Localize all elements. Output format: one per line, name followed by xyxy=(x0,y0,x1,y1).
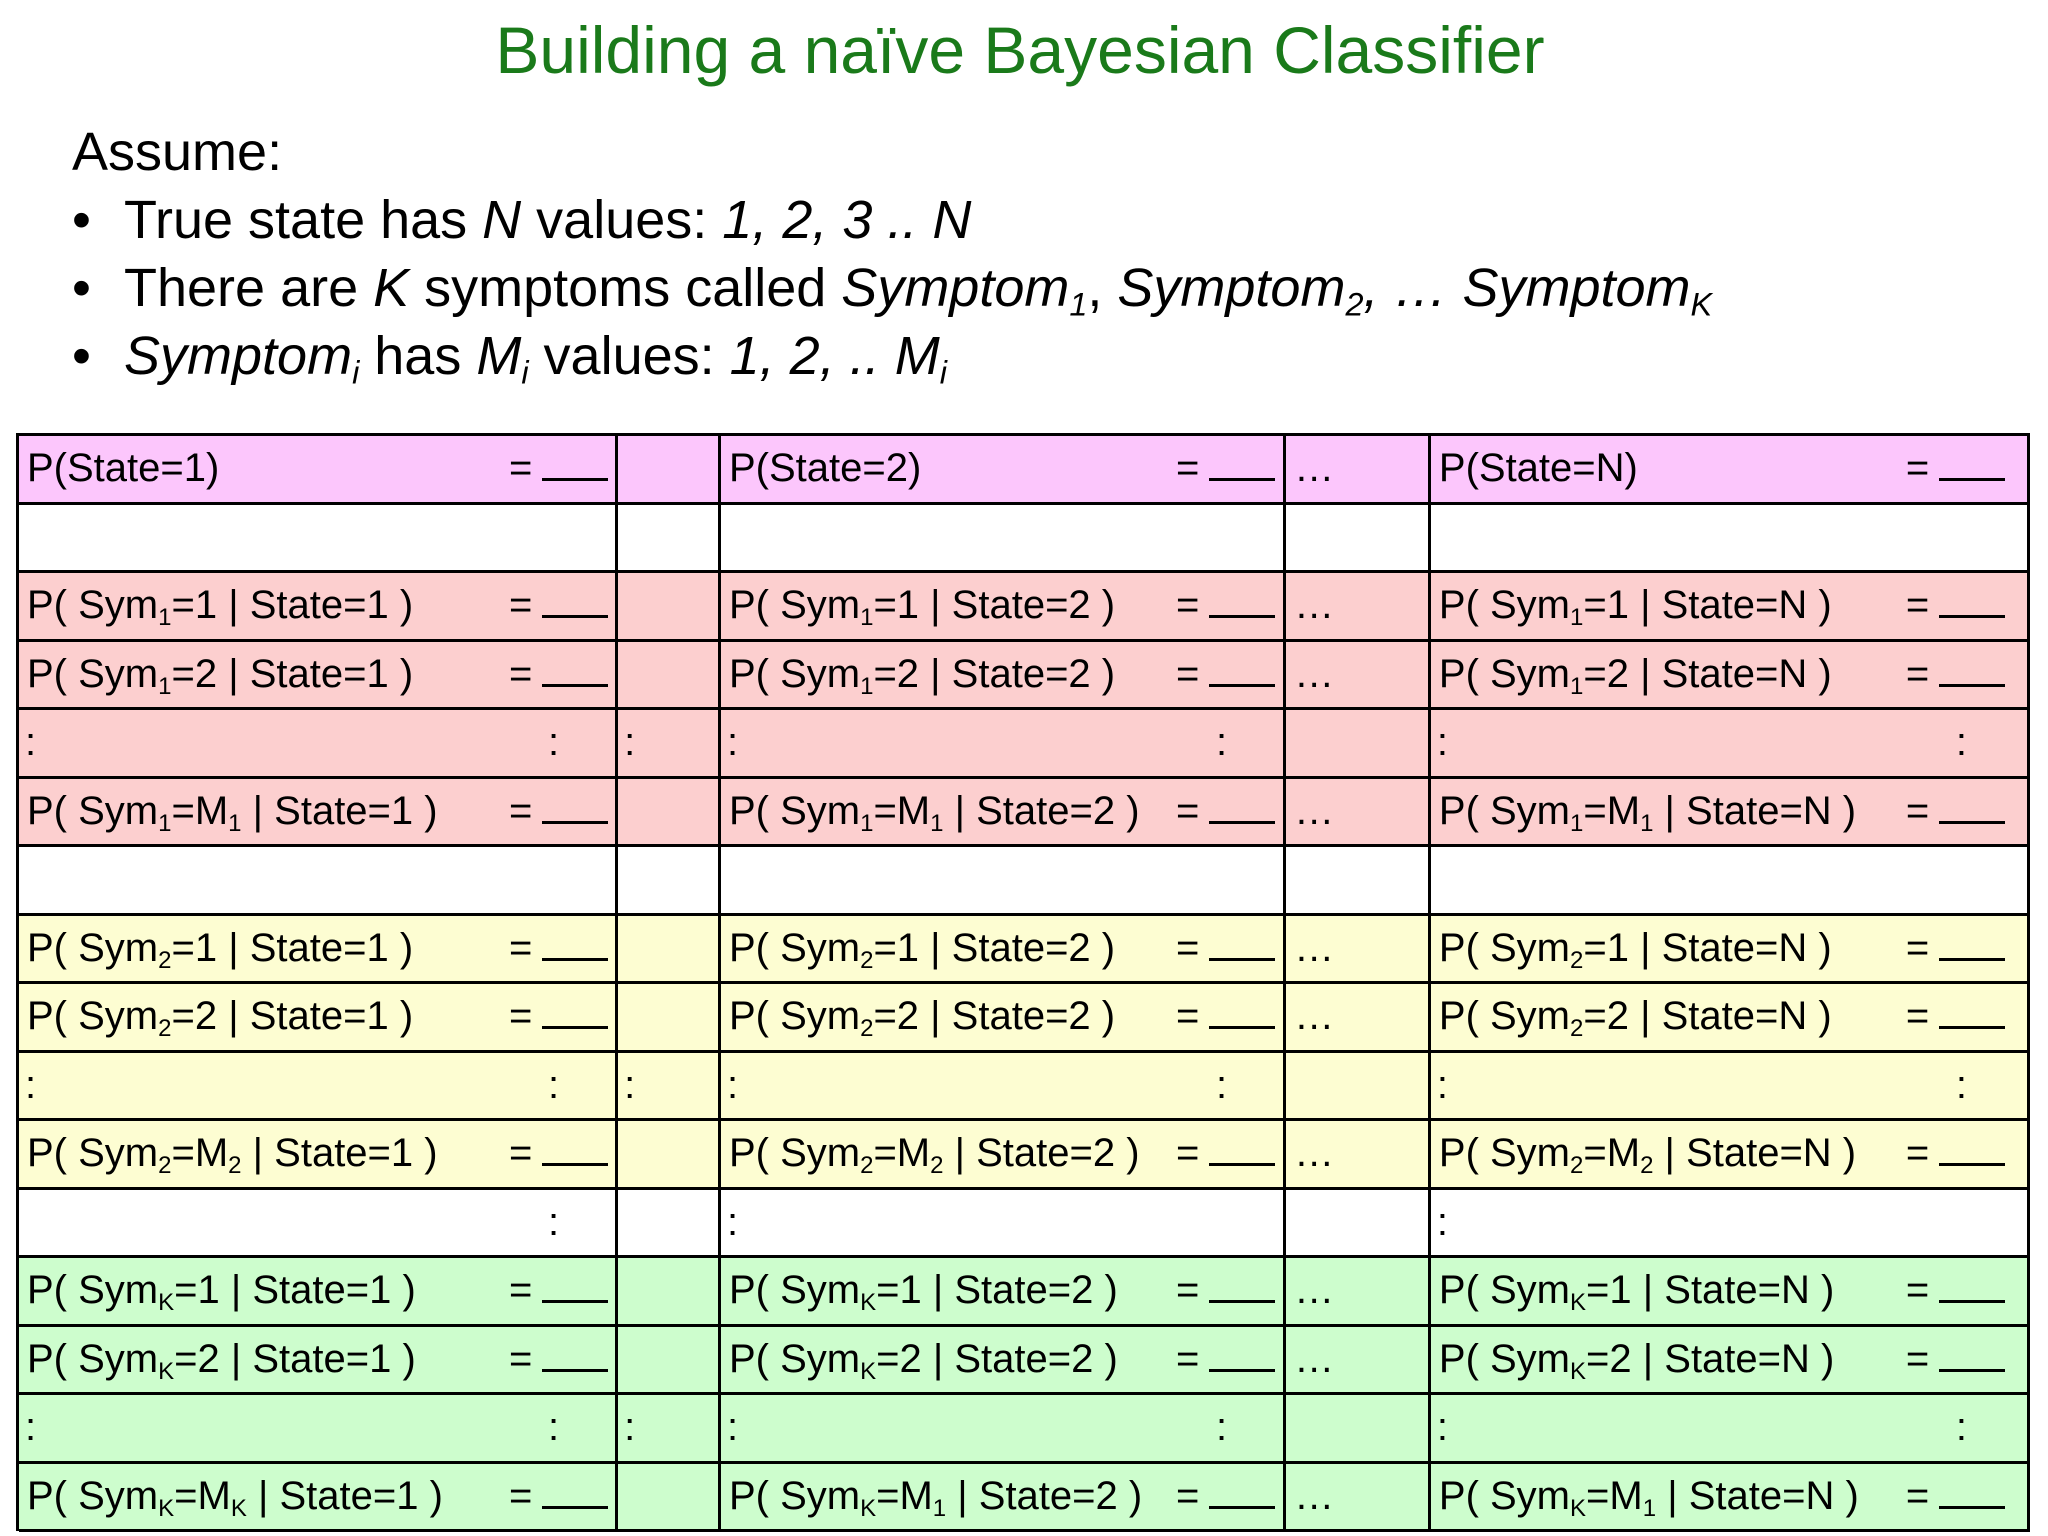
table-cell xyxy=(618,1258,721,1327)
answer-blank[interactable] xyxy=(1209,928,1275,961)
colon: : xyxy=(25,1062,37,1107)
ellipsis: … xyxy=(1294,788,1337,833)
answer-blank[interactable] xyxy=(542,1270,608,1303)
equals-blank: = xyxy=(1176,583,1275,628)
table-cell xyxy=(1431,1464,2030,1533)
table-cell xyxy=(618,1327,721,1396)
equals-blank: = xyxy=(1906,446,2005,491)
equals-blank: = xyxy=(509,926,608,971)
answer-blank[interactable] xyxy=(1939,996,2005,1029)
bullet-values: • Symptom$_i$ has $M_i$ values: 1, 2, .. $M_i$ xyxy=(72,322,1712,390)
equals-blank: = xyxy=(509,789,608,834)
answer-blank[interactable] xyxy=(1939,1270,2005,1303)
table-row xyxy=(19,1190,2030,1259)
answer-blank[interactable] xyxy=(1209,1133,1275,1166)
colon: : xyxy=(624,720,636,765)
subscript: 1 xyxy=(1640,809,1654,837)
table-cell xyxy=(1431,505,2030,574)
subscript: K xyxy=(860,1357,877,1385)
prior-label: P(State=N) xyxy=(1438,446,1638,491)
table-cell xyxy=(19,573,618,642)
subscript: K xyxy=(1570,1289,1587,1317)
subscript: 2 xyxy=(1570,946,1584,974)
equals-blank: = xyxy=(509,1131,608,1176)
probability-label: P( $Sym_K=M_1$ | State=N ) xyxy=(1438,1473,1859,1522)
table-cell xyxy=(1431,642,2030,711)
probability-label: P( $Sym_1=M_1$ | State=N ) xyxy=(1438,788,1857,837)
ellipsis: … xyxy=(1294,651,1337,696)
table-cell xyxy=(1431,1121,2030,1190)
colon: : xyxy=(1215,720,1228,765)
table-row xyxy=(19,1395,2030,1464)
table-cell xyxy=(721,436,1286,505)
table-cell xyxy=(618,984,721,1053)
table-cell xyxy=(618,779,721,848)
table-cell xyxy=(1431,779,2030,848)
equals-blank: = xyxy=(509,446,608,491)
table-cell xyxy=(618,436,721,505)
table-cell xyxy=(1286,847,1431,916)
colon: : xyxy=(1955,720,1967,765)
table-row xyxy=(19,642,2030,711)
subscript: 1 xyxy=(158,809,172,837)
equals-blank: = xyxy=(1176,1131,1275,1176)
table-cell xyxy=(721,1053,1286,1122)
colon: : xyxy=(1955,1062,1967,1107)
answer-blank[interactable] xyxy=(1939,791,2005,824)
subscript: 1 xyxy=(1570,604,1584,632)
assumptions xyxy=(72,118,1712,390)
equals-blank: = xyxy=(1906,1131,2005,1176)
subscript: 2 xyxy=(930,1152,944,1180)
bullet-dot: • xyxy=(72,190,91,250)
bullet-dot: • xyxy=(72,326,91,386)
probability-label: P( Sym$_K$=2 | State=1 ) xyxy=(27,1336,416,1385)
table-cell xyxy=(19,1464,618,1533)
ellipsis: … xyxy=(1294,1336,1337,1381)
subscript: K xyxy=(230,1494,247,1522)
table-cell xyxy=(19,436,618,505)
ellipsis: … xyxy=(1294,446,1337,491)
answer-blank[interactable] xyxy=(542,1339,608,1372)
answer-blank[interactable] xyxy=(542,996,608,1029)
prior-label: P(State=1) xyxy=(27,446,220,491)
subscript: K xyxy=(1570,1357,1587,1385)
colon: : xyxy=(726,720,739,765)
colon: : xyxy=(726,1405,739,1450)
colon: : xyxy=(547,1199,560,1244)
ellipsis: … xyxy=(1294,994,1337,1039)
answer-blank[interactable] xyxy=(542,585,608,618)
table-cell xyxy=(618,847,721,916)
probability-label: P( Sym$_1$=1 | State=N ) xyxy=(1438,583,1832,632)
table-row xyxy=(19,1327,2030,1396)
answer-blank[interactable] xyxy=(1209,996,1275,1029)
answer-blank[interactable] xyxy=(1209,1270,1275,1303)
answer-blank[interactable] xyxy=(1939,585,2005,618)
subscript: 1 xyxy=(1570,809,1584,837)
equals-blank: = xyxy=(1906,1474,2005,1519)
table-row xyxy=(19,1121,2030,1190)
equals-blank: = xyxy=(1906,926,2005,971)
answer-blank[interactable] xyxy=(1939,654,2005,687)
table-cell xyxy=(1286,710,1431,779)
subscript: 1 xyxy=(1642,1494,1657,1522)
table-cell xyxy=(721,505,1286,574)
colon: : xyxy=(726,1062,739,1107)
answer-blank[interactable] xyxy=(542,448,608,481)
probability-table xyxy=(16,433,2030,1531)
table-cell xyxy=(618,1464,721,1533)
table-cell xyxy=(19,505,618,574)
probability-label: P( Sym$_K$=1 | State=1 ) xyxy=(27,1268,416,1317)
table-cell xyxy=(1431,1258,2030,1327)
colon: : xyxy=(624,1405,636,1450)
table-row xyxy=(19,779,2030,848)
colon: : xyxy=(1436,720,1449,765)
equals-blank: = xyxy=(1176,789,1275,834)
probability-label: P( Sym$_2$=1 | State=1 ) xyxy=(27,925,414,974)
table-cell xyxy=(618,505,721,574)
table-cell xyxy=(19,710,618,779)
table-cell xyxy=(721,847,1286,916)
colon: : xyxy=(1436,1405,1449,1450)
table-row xyxy=(19,1053,2030,1122)
table-cell xyxy=(618,573,721,642)
colon: : xyxy=(547,1062,560,1107)
table-cell xyxy=(1286,1395,1431,1464)
subscript: 2 xyxy=(1570,1152,1584,1180)
subscript: 2 xyxy=(860,1015,874,1043)
table-cell xyxy=(19,984,618,1053)
table-cell xyxy=(19,642,618,711)
probability-label: P( $Sym_K=M_K$ | State=1 ) xyxy=(27,1473,443,1522)
colon: : xyxy=(726,1199,739,1244)
table-cell xyxy=(1431,436,2030,505)
table-cell xyxy=(618,1053,721,1122)
subscript: 1 xyxy=(158,604,172,632)
equals-blank: = xyxy=(1906,652,2005,697)
table-cell xyxy=(1431,916,2030,985)
answer-blank[interactable] xyxy=(1209,791,1275,824)
equals-blank: = xyxy=(1906,583,2005,628)
equals-blank: = xyxy=(1906,1337,2005,1382)
subscript: 2 xyxy=(158,946,172,974)
probability-label: P( $Sym_1=M_1$ | State=2 ) xyxy=(728,788,1140,837)
table-row xyxy=(19,573,2030,642)
subscript: 1 xyxy=(860,604,874,632)
ellipsis: … xyxy=(1294,1268,1337,1313)
answer-blank[interactable] xyxy=(542,1133,608,1166)
table-cell xyxy=(618,1121,721,1190)
table-cell xyxy=(1286,984,1431,1053)
subscript: K xyxy=(158,1289,175,1317)
answer-blank[interactable] xyxy=(542,791,608,824)
probability-label: P( Sym$_2$=2 | State=1 ) xyxy=(27,994,414,1043)
table-row xyxy=(19,984,2030,1053)
answer-blank[interactable] xyxy=(1209,1339,1275,1372)
table-row xyxy=(19,1464,2030,1533)
subscript: 2 xyxy=(158,1015,172,1043)
colon: : xyxy=(1955,1405,1967,1450)
table-cell xyxy=(1431,1327,2030,1396)
table-cell xyxy=(1286,1190,1431,1259)
table-cell xyxy=(721,710,1286,779)
subscript: 1 xyxy=(932,1494,947,1522)
equals-blank: = xyxy=(1906,789,2005,834)
table-cell xyxy=(1286,916,1431,985)
table-cell xyxy=(1286,436,1431,505)
probability-label: P( Sym$_2$=1 | State=N ) xyxy=(1438,925,1832,974)
table-cell xyxy=(618,1395,721,1464)
colon: : xyxy=(1436,1199,1449,1244)
table-cell xyxy=(618,710,721,779)
subscript: K xyxy=(860,1494,877,1522)
probability-label: P( $Sym_2=M_2$ | State=1 ) xyxy=(27,1131,438,1180)
equals-blank: = xyxy=(509,1474,608,1519)
colon: : xyxy=(25,1405,37,1450)
subscript: 2 xyxy=(1570,1015,1584,1043)
probability-label: P( Sym$_2$=2 | State=N ) xyxy=(1438,994,1832,1043)
equals-blank: = xyxy=(1176,446,1275,491)
colon: : xyxy=(1215,1405,1228,1450)
answer-blank[interactable] xyxy=(1209,585,1275,618)
table-cell xyxy=(1286,1121,1431,1190)
table-cell xyxy=(618,642,721,711)
table-cell xyxy=(19,1053,618,1122)
answer-blank[interactable] xyxy=(1939,1339,2005,1372)
answer-blank[interactable] xyxy=(1209,654,1275,687)
equals-blank: = xyxy=(509,583,608,628)
equals-blank: = xyxy=(509,994,608,1039)
subscript: 1 xyxy=(930,809,944,837)
equals-blank: = xyxy=(1176,1337,1275,1382)
table-cell xyxy=(1286,573,1431,642)
table-cell xyxy=(1431,847,2030,916)
answer-blank[interactable] xyxy=(1209,448,1275,481)
subscript: K xyxy=(158,1357,175,1385)
colon: : xyxy=(1215,1062,1228,1107)
table-cell xyxy=(1431,710,2030,779)
table-cell xyxy=(721,642,1286,711)
table-cell xyxy=(721,779,1286,848)
subscript: 1 xyxy=(1570,672,1584,700)
table-cell xyxy=(721,984,1286,1053)
table-row xyxy=(19,847,2030,916)
table-cell xyxy=(1431,1053,2030,1122)
table-cell xyxy=(19,1258,618,1327)
probability-label: P( Sym$_2$=1 | State=2 ) xyxy=(728,925,1116,974)
prior-label: P(State=2) xyxy=(728,446,922,491)
probability-label: P( Sym$_K$=2 | State=2 ) xyxy=(728,1336,1118,1385)
table-cell xyxy=(19,916,618,985)
subscript: 1 xyxy=(860,672,874,700)
ellipsis: … xyxy=(1294,925,1337,970)
table-row xyxy=(19,1258,2030,1327)
table-cell xyxy=(721,1121,1286,1190)
equals-blank: = xyxy=(1906,994,2005,1039)
table-cell xyxy=(721,1327,1286,1396)
table-cell xyxy=(618,1190,721,1259)
table-row xyxy=(19,710,2030,779)
table-cell xyxy=(1286,1464,1431,1533)
table-cell xyxy=(721,573,1286,642)
probability-label: P( Sym$_2$=2 | State=2 ) xyxy=(728,994,1116,1043)
equals-blank: = xyxy=(1176,994,1275,1039)
subscript: 2 xyxy=(158,1152,172,1180)
probability-label: P( $Sym_2=M_2$ | State=2 ) xyxy=(728,1131,1140,1180)
table-cell xyxy=(1431,1190,2030,1259)
probability-label: P( Sym$_1$=2 | State=1 ) xyxy=(27,651,414,700)
table-cell xyxy=(1286,642,1431,711)
equals-blank: = xyxy=(1176,1474,1275,1519)
table-cell xyxy=(19,1190,618,1259)
answer-blank[interactable] xyxy=(542,654,608,687)
equals-blank: = xyxy=(509,652,608,697)
probability-label: P( Sym$_K$=1 | State=N ) xyxy=(1438,1268,1835,1317)
table-cell xyxy=(1431,1395,2030,1464)
subscript: K xyxy=(1570,1494,1587,1522)
table-cell xyxy=(19,847,618,916)
table-cell xyxy=(1431,984,2030,1053)
table-cell xyxy=(721,1464,1286,1533)
subscript: 2 xyxy=(228,1152,242,1180)
table-cell xyxy=(19,779,618,848)
table-cell xyxy=(19,1327,618,1396)
equals-blank: = xyxy=(1176,652,1275,697)
table-cell xyxy=(1286,1258,1431,1327)
probability-label: P( Sym$_1$=1 | State=2 ) xyxy=(728,583,1116,632)
slide-title: Building a naïve Bayesian Classifier xyxy=(495,13,1545,87)
colon: : xyxy=(1436,1062,1449,1107)
bullet-symptoms: • There are K symptoms called Symptom$_1$, Symptom$_2$, … Symptom$_K$ xyxy=(72,254,1712,322)
table-cell xyxy=(1286,1327,1431,1396)
colon: : xyxy=(547,720,560,765)
answer-blank[interactable] xyxy=(1939,1133,2005,1166)
table-row xyxy=(19,916,2030,985)
subscript: 2 xyxy=(860,1152,874,1180)
answer-blank[interactable] xyxy=(542,1476,608,1509)
ellipsis: … xyxy=(1294,1473,1337,1518)
equals-blank: = xyxy=(509,1337,608,1382)
equals-blank: = xyxy=(1176,926,1275,971)
probability-label: P( $Sym_K=M_1$ | State=2 ) xyxy=(728,1473,1143,1522)
subscript: 2 xyxy=(1640,1152,1654,1180)
probability-label: P( Sym$_K$=2 | State=N ) xyxy=(1438,1336,1835,1385)
subscript: K xyxy=(860,1289,877,1317)
ellipsis: … xyxy=(1294,583,1337,628)
probability-label: P( Sym$_1$=2 | State=N ) xyxy=(1438,651,1832,700)
table-cell xyxy=(1286,505,1431,574)
answer-blank[interactable] xyxy=(1939,928,2005,961)
table-cell xyxy=(618,916,721,985)
answer-blank[interactable] xyxy=(542,928,608,961)
table-cell xyxy=(1286,779,1431,848)
probability-label: P( $Sym_1=M_1$ | State=1 ) xyxy=(27,788,438,837)
colon: : xyxy=(624,1062,636,1107)
ellipsis: … xyxy=(1294,1131,1337,1176)
table-row xyxy=(19,505,2030,574)
bullet-states: • True state has N values: 1, 2, 3 .. N xyxy=(72,186,1712,254)
probability-label: P( $Sym_2=M_2$ | State=N ) xyxy=(1438,1131,1857,1180)
table-row xyxy=(19,436,2030,505)
table-cell xyxy=(721,1395,1286,1464)
table-cell xyxy=(721,1190,1286,1259)
table-cell xyxy=(721,916,1286,985)
colon: : xyxy=(25,720,37,765)
answer-blank[interactable] xyxy=(1939,448,2005,481)
table-cell xyxy=(721,1258,1286,1327)
colon: : xyxy=(547,1405,560,1450)
probability-label: P( Sym$_K$=1 | State=2 ) xyxy=(728,1268,1118,1317)
table-cell xyxy=(1431,573,2030,642)
table-cell xyxy=(19,1121,618,1190)
assume-heading: Assume: xyxy=(72,122,283,182)
subscript: 1 xyxy=(228,809,242,837)
equals-blank: = xyxy=(509,1268,608,1313)
equals-blank: = xyxy=(1906,1268,2005,1313)
subscript: K xyxy=(158,1494,175,1522)
equals-blank: = xyxy=(1176,1268,1275,1313)
probability-label: P( Sym$_1$=1 | State=1 ) xyxy=(27,583,414,632)
table-cell xyxy=(19,1395,618,1464)
table-cell xyxy=(1286,1053,1431,1122)
answer-blank[interactable] xyxy=(1209,1476,1275,1509)
subscript: 1 xyxy=(158,672,172,700)
subscript: 2 xyxy=(860,946,874,974)
probability-label: P( Sym$_1$=2 | State=2 ) xyxy=(728,651,1116,700)
bullet-dot: • xyxy=(72,258,91,318)
answer-blank[interactable] xyxy=(1939,1476,2005,1509)
subscript: 1 xyxy=(860,809,874,837)
